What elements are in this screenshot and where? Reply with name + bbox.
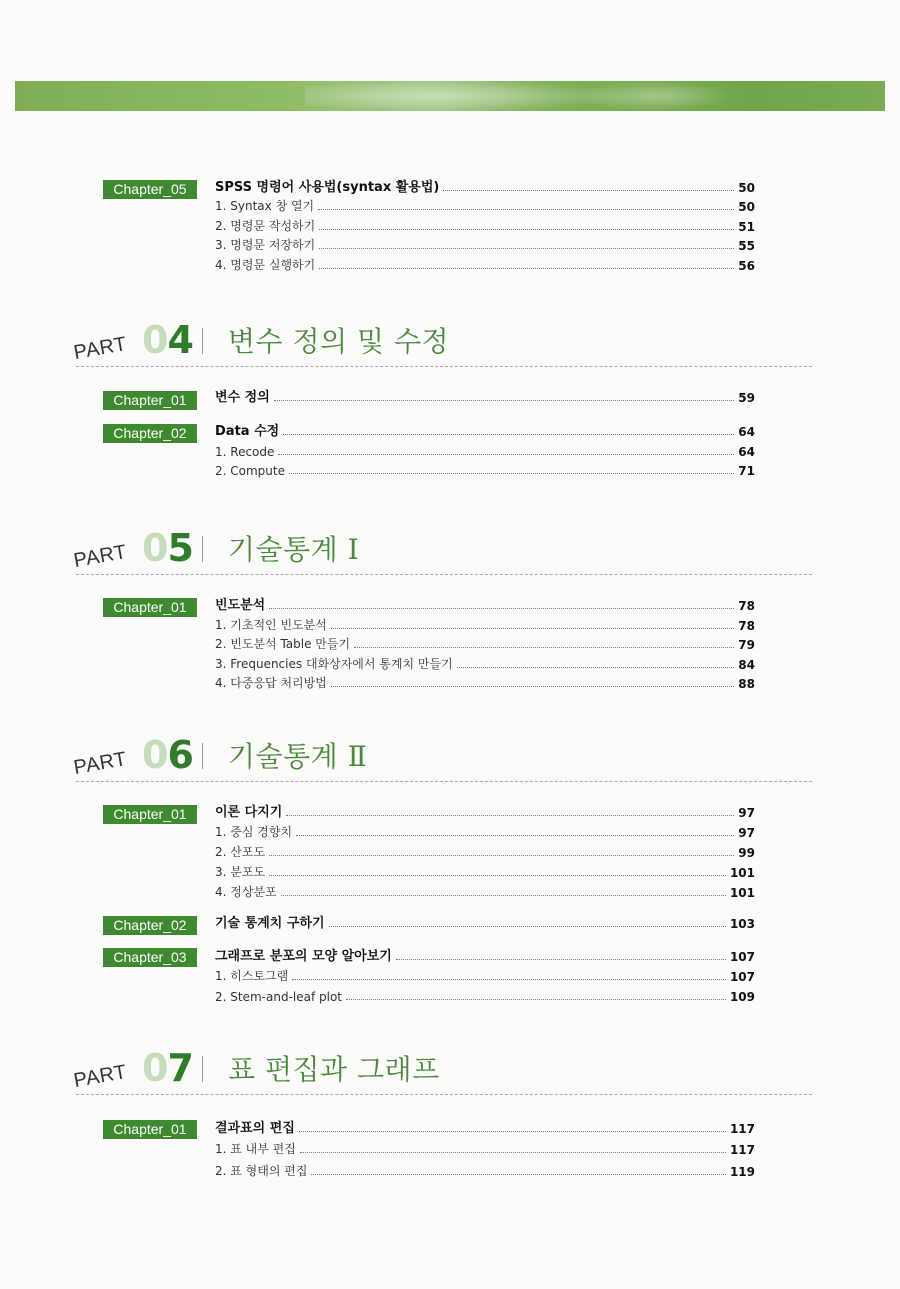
toc-subentry[interactable] (215, 253, 755, 273)
toc-subentry-page: 71 (738, 464, 755, 478)
toc-entry-page: 64 (738, 425, 755, 439)
dot-leader (274, 400, 735, 401)
part-rule (76, 366, 812, 367)
dot-leader (292, 979, 726, 980)
toc-subentry-title: 1. Syntax 창 열기 (215, 199, 315, 213)
dot-leader (319, 268, 734, 269)
chapter-badge: Chapter_03 (103, 948, 197, 967)
toc-subentry-page: 79 (738, 638, 755, 652)
toc-subentry-page: 50 (738, 200, 755, 214)
dot-leader (396, 959, 726, 960)
toc-entry[interactable] (215, 385, 755, 405)
toc-subentry-page: 51 (738, 220, 755, 234)
dot-leader (331, 686, 734, 687)
toc-subentry[interactable] (215, 840, 755, 860)
toc-subentry-title: 2. Stem-and-leaf plot (215, 990, 343, 1004)
part-number: 07 (142, 1046, 193, 1090)
dot-leader (269, 875, 726, 876)
toc-entry-title: 이론 다지기 (215, 805, 283, 820)
dot-leader (457, 667, 735, 668)
toc-subentry-title: 4. 정상분포 (215, 885, 277, 899)
part-divider (202, 1056, 203, 1082)
toc-subentry[interactable] (215, 880, 755, 900)
dot-leader (269, 608, 734, 609)
toc-entry-title: 빈도분석 (215, 598, 266, 613)
toc-subentry-title: 2. 산포도 (215, 845, 266, 859)
toc-subentry-title: 2. 명령문 작성하기 (215, 219, 316, 233)
dot-leader (300, 1152, 726, 1153)
toc-subentry-title: 2. Compute (215, 464, 285, 478)
toc-subentry-page: 97 (738, 826, 755, 840)
toc-subentry-page: 117 (729, 1143, 755, 1157)
part-title: 표 편집과 그래프 (228, 1053, 440, 1086)
dot-leader (286, 815, 734, 816)
toc-subentry-title: 1. 표 내부 편집 (215, 1142, 296, 1156)
part-header (0, 526, 900, 596)
part-rule (76, 574, 812, 575)
part-rule (76, 781, 812, 782)
toc-subentry[interactable] (215, 652, 755, 672)
dot-leader (329, 926, 726, 927)
toc-entry[interactable] (215, 944, 755, 964)
toc-subentry[interactable] (215, 671, 755, 691)
toc-subentry-page: 55 (738, 239, 755, 253)
toc-subentry[interactable] (215, 194, 755, 214)
toc-subentry-page: 107 (729, 970, 755, 984)
part-header (0, 318, 900, 388)
part-label: PART (72, 541, 129, 573)
dot-leader (311, 1174, 725, 1175)
toc-entry[interactable] (215, 800, 755, 820)
dot-leader (443, 190, 734, 191)
part-header (0, 733, 900, 803)
chapter-badge: Chapter_05 (103, 180, 197, 199)
toc-entry[interactable] (215, 419, 755, 439)
toc-subentry[interactable] (215, 860, 755, 880)
toc-subentry[interactable] (215, 1137, 755, 1157)
dot-leader (283, 434, 734, 435)
toc-entry[interactable] (215, 911, 755, 931)
part-number: 05 (142, 526, 193, 570)
part-label: PART (72, 748, 129, 780)
toc-subentry[interactable] (215, 458, 755, 478)
toc-subentry[interactable] (215, 1159, 755, 1179)
part-label: PART (72, 1061, 129, 1093)
toc-subentry-title: 1. 중심 경향치 (215, 825, 293, 839)
dot-leader (289, 473, 734, 474)
toc-subentry-page: 109 (729, 990, 755, 1004)
toc-entry-page: 50 (738, 181, 755, 195)
chapter-badge: Chapter_01 (103, 805, 197, 824)
part-header (0, 1046, 900, 1116)
toc-entry-page: 78 (738, 599, 755, 613)
part-title: 기술통계 Ⅱ (228, 740, 368, 773)
toc-subentry-page: 78 (738, 619, 755, 633)
toc-subentry-page: 119 (729, 1165, 755, 1179)
chapter-badge: Chapter_01 (103, 598, 197, 617)
toc-subentry-title: 3. 분포도 (215, 865, 266, 879)
toc-subentry-title: 1. 기초적인 빈도분석 (215, 618, 327, 632)
toc-subentry[interactable] (215, 233, 755, 253)
toc-subentry[interactable] (215, 439, 755, 459)
dot-leader (281, 895, 726, 896)
toc-subentry[interactable] (215, 632, 755, 652)
toc-subentry[interactable] (215, 214, 755, 234)
part-divider (202, 536, 203, 562)
toc-subentry-page: 84 (738, 658, 755, 672)
dot-leader (278, 454, 734, 455)
toc-subentry[interactable] (215, 613, 755, 633)
toc-entry-page: 117 (729, 1122, 755, 1136)
dot-leader (319, 248, 734, 249)
toc-entry-page: 107 (729, 950, 755, 964)
toc-subentry-page: 101 (729, 886, 755, 900)
toc-entry-page: 103 (729, 917, 755, 931)
toc-entry-title: Data 수정 (215, 424, 280, 439)
toc-entry-title: 기술 통계치 구하기 (215, 916, 325, 931)
dot-leader (319, 229, 734, 230)
toc-subentry[interactable] (215, 820, 755, 840)
dot-leader (269, 855, 734, 856)
toc-subentry-page: 99 (738, 846, 755, 860)
chapter-badge: Chapter_02 (103, 424, 197, 443)
toc-entry-title: 변수 정의 (215, 390, 270, 405)
dot-leader (346, 999, 726, 1000)
toc-subentry-title: 3. 명령문 저장하기 (215, 238, 316, 252)
part-number: 04 (142, 318, 193, 362)
toc-subentry-title: 4. 명령문 실행하기 (215, 258, 316, 272)
chapter-badge: Chapter_01 (103, 1120, 197, 1139)
toc-subentry-page: 101 (729, 866, 755, 880)
part-title: 기술통계 Ⅰ (228, 533, 360, 566)
dot-leader (296, 835, 734, 836)
part-title: 변수 정의 및 수정 (228, 325, 450, 358)
toc-entry-page: 59 (738, 391, 755, 405)
toc-entry-title: 결과표의 편집 (215, 1121, 295, 1136)
part-label: PART (72, 333, 129, 365)
part-divider (202, 328, 203, 354)
toc-entry-page: 97 (738, 806, 755, 820)
header-banner (15, 81, 885, 111)
part-rule (76, 1094, 812, 1095)
toc-entry-title: SPSS 명령어 사용법(syntax 활용법) (215, 180, 440, 195)
dot-leader (331, 628, 734, 629)
toc-subentry-page: 64 (738, 445, 755, 459)
part-divider (202, 743, 203, 769)
banner-highlight (575, 81, 735, 111)
toc-subentry[interactable] (215, 964, 755, 984)
toc-subentry-title: 4. 다중응답 처리방법 (215, 676, 327, 690)
part-number: 06 (142, 733, 193, 777)
toc-subentry-page: 88 (738, 677, 755, 691)
dot-leader (354, 647, 734, 648)
toc-entry[interactable] (215, 593, 755, 613)
toc-subentry-title: 2. 빈도분석 Table 만들기 (215, 637, 351, 651)
toc-subentry-page: 56 (738, 259, 755, 273)
toc-subentry-title: 1. Recode (215, 445, 275, 459)
chapter-badge: Chapter_01 (103, 391, 197, 410)
dot-leader (299, 1131, 726, 1132)
toc-subentry[interactable] (215, 984, 755, 1004)
toc-subentry-title: 1. 히스토그램 (215, 969, 289, 983)
toc-entry-title: 그래프로 분포의 모양 알아보기 (215, 949, 392, 964)
chapter-badge: Chapter_02 (103, 916, 197, 935)
toc-entry[interactable] (215, 175, 755, 195)
toc-subentry-title: 2. 표 형태의 편집 (215, 1164, 308, 1178)
dot-leader (318, 209, 734, 210)
toc-entry[interactable] (215, 1116, 755, 1136)
toc-subentry-title: 3. Frequencies 대화상자에서 통계치 만들기 (215, 657, 453, 671)
